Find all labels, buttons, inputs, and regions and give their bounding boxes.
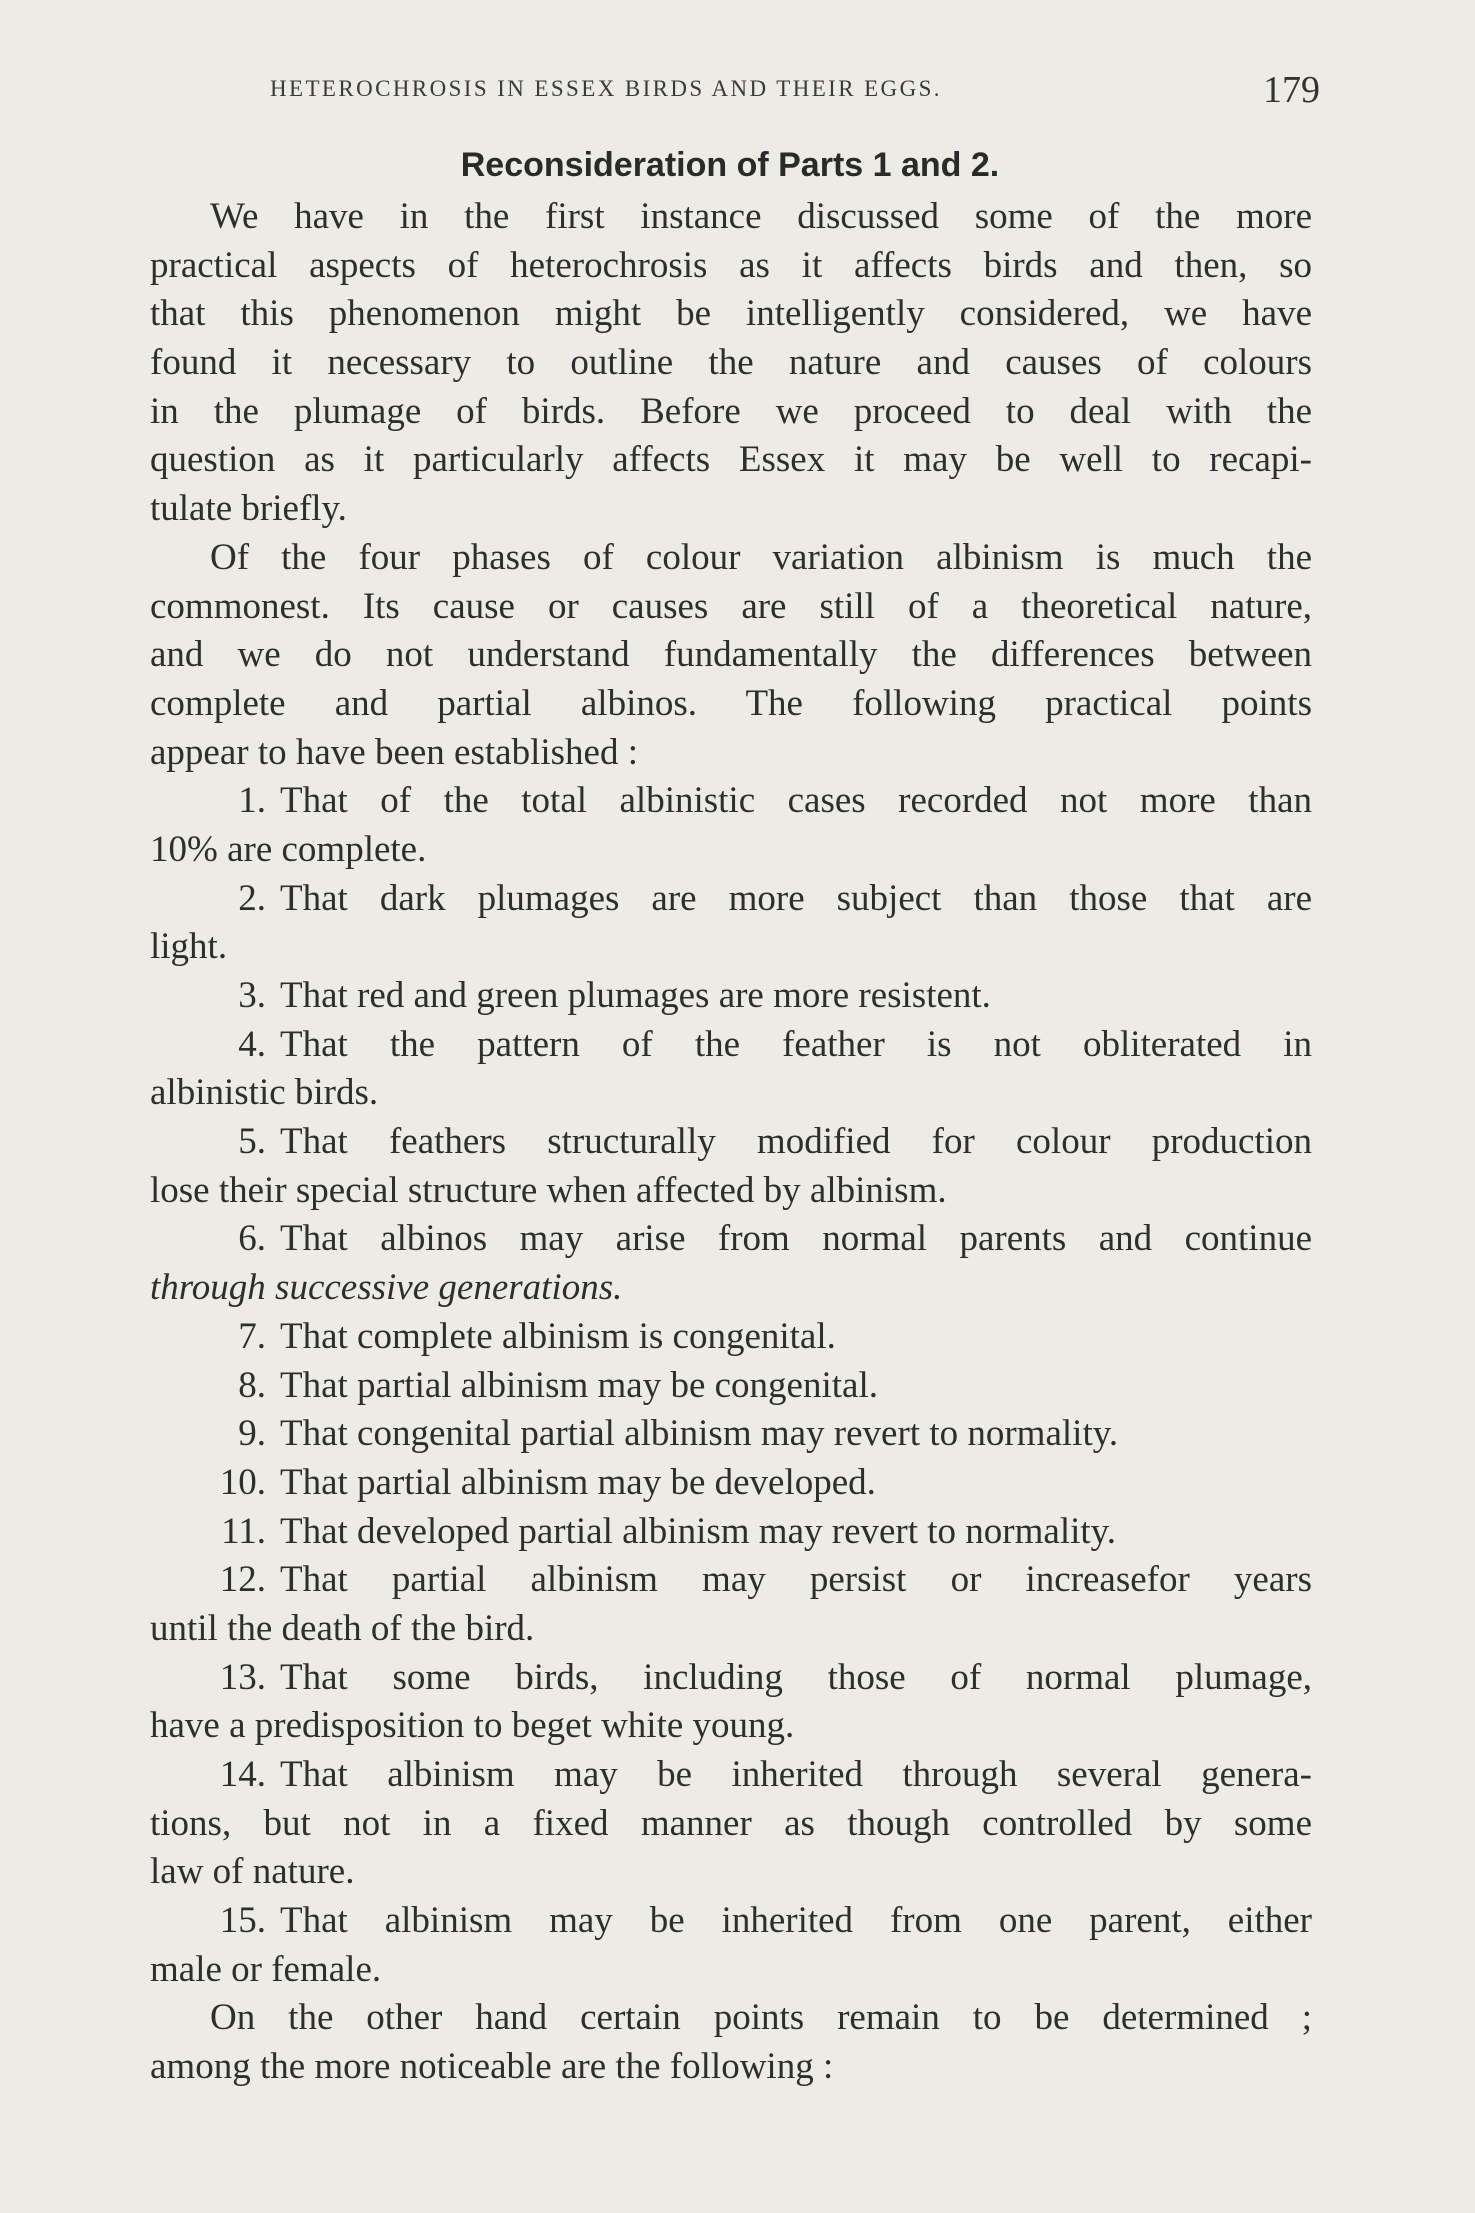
point-text: That partial albinism may be congenital. bbox=[280, 1364, 878, 1406]
point-number: 2. bbox=[238, 877, 266, 919]
point-text: That of the total albinistic cases recorded not more than bbox=[280, 780, 1312, 822]
point-number: 8. bbox=[238, 1364, 266, 1406]
point-continuation: law of nature. bbox=[150, 1851, 355, 1893]
paragraph-1-line: that this phenomenon might be intelligently considered, we have bbox=[150, 293, 1312, 335]
page-number: 179 bbox=[1263, 69, 1320, 111]
point-number: 5. bbox=[238, 1121, 266, 1163]
point-number: 12. bbox=[219, 1559, 266, 1601]
numbered-point bbox=[150, 1021, 1312, 1070]
point-number: 15. bbox=[219, 1900, 266, 1942]
paragraph-2-line: and we do not understand fundamentally the differences between bbox=[150, 634, 1312, 676]
point-number: 1. bbox=[238, 780, 266, 822]
point-number: 3. bbox=[238, 975, 266, 1016]
point-text: That congenital partial albinism may revert to normality. bbox=[280, 1413, 1119, 1455]
paragraph-1-line: practical aspects of heterochrosis as it affects birds and then, so bbox=[150, 244, 1312, 286]
point-text: That dark plumages are more subject than those that are bbox=[280, 877, 1312, 919]
point-number: 10. bbox=[219, 1461, 266, 1503]
point-text: That albinism may be inherited from one parent, either bbox=[280, 1900, 1312, 1942]
numbered-point bbox=[150, 1362, 1312, 1411]
point-number: 9. bbox=[238, 1413, 266, 1455]
point-number: 11. bbox=[221, 1510, 266, 1552]
numbered-point bbox=[150, 972, 1312, 1021]
point-text: That albinism may be inherited through several genera- bbox=[280, 1754, 1312, 1795]
point-continuation: through successive generations. bbox=[150, 1267, 623, 1309]
paragraph-2-line: Of the four phases of colour variation albinism is much the bbox=[210, 536, 1312, 578]
point-text: That complete albinism is congenital. bbox=[280, 1315, 836, 1357]
numbered-point bbox=[150, 1215, 1312, 1264]
point-continuation: until the death of the bird. bbox=[150, 1607, 535, 1649]
running-title: HETEROCHROSIS IN ESSEX BIRDS AND THEIR EGGS. bbox=[270, 76, 942, 101]
section-heading: Reconsideration of Parts 1 and 2. bbox=[460, 146, 1000, 184]
point-continuation: have a predisposition to beget white young. bbox=[150, 1705, 795, 1747]
numbered-point bbox=[150, 777, 1312, 826]
point-text: That the pattern of the feather is not obliterated in bbox=[280, 1023, 1312, 1065]
point-text: That developed partial albinism may revert to normality. bbox=[280, 1510, 1117, 1552]
paragraph-3-line: among the more noticeable are the following : bbox=[150, 2046, 834, 2088]
paragraph-1-line: found it necessary to outline the nature and causes of colours bbox=[150, 342, 1312, 384]
paragraph-1-line: question as it particularly affects Essex it may be well to recapi- bbox=[150, 439, 1312, 481]
numbered-point bbox=[150, 875, 1312, 924]
point-number: 14. bbox=[219, 1754, 266, 1795]
point-text: That partial albinism may be developed. bbox=[280, 1461, 876, 1503]
point-continuation: tions, but not in a fixed manner as though controlled by some bbox=[150, 1802, 1312, 1844]
numbered-point bbox=[150, 1556, 1312, 1605]
numbered-point bbox=[150, 1459, 1312, 1508]
numbered-point bbox=[150, 1410, 1312, 1459]
numbered-point bbox=[150, 1313, 1312, 1362]
numbered-point bbox=[150, 1118, 1312, 1167]
point-number: 4. bbox=[238, 1023, 266, 1065]
point-text: That some birds, including those of normal plumage, bbox=[280, 1656, 1312, 1698]
paragraph-1-line: We have in the first instance discussed some of the more bbox=[210, 196, 1312, 237]
body-text bbox=[150, 193, 1312, 2092]
point-continuation: albinistic birds. bbox=[150, 1072, 379, 1114]
paragraph-1-line: in the plumage of birds. Before we proceed to deal with the bbox=[150, 390, 1312, 432]
paragraph-2-line: complete and partial albinos. The following practical points bbox=[150, 682, 1312, 724]
numbered-point bbox=[150, 1654, 1312, 1703]
point-number: 7. bbox=[238, 1315, 266, 1357]
point-text: That feathers structurally modified for colour production bbox=[280, 1121, 1312, 1163]
point-number: 6. bbox=[238, 1218, 266, 1260]
point-continuation: light. bbox=[150, 926, 228, 968]
paragraph-2-line: appear to have been established : bbox=[150, 731, 638, 773]
running-head bbox=[270, 68, 1320, 118]
point-text: That albinos may arise from normal parents and continue bbox=[280, 1218, 1312, 1260]
point-text: That partial albinism may persist or increasefor years bbox=[280, 1559, 1312, 1601]
numbered-point bbox=[150, 1751, 1312, 1800]
point-number: 13. bbox=[219, 1656, 266, 1698]
paragraph-1-line: tulate briefly. bbox=[150, 488, 347, 530]
point-continuation: 10% are complete. bbox=[150, 828, 427, 870]
point-continuation: male or female. bbox=[150, 1948, 382, 1990]
paragraph-2-line: commonest. Its cause or causes are still of a theoretical nature, bbox=[150, 585, 1312, 627]
point-text: That red and green plumages are more resistent. bbox=[280, 975, 991, 1016]
numbered-point bbox=[150, 1508, 1312, 1557]
numbered-point bbox=[150, 1897, 1312, 1946]
point-continuation: lose their special structure when affected by albinism. bbox=[150, 1169, 947, 1211]
paragraph-3-line: On the other hand certain points remain to be determined ; bbox=[210, 1997, 1312, 2039]
